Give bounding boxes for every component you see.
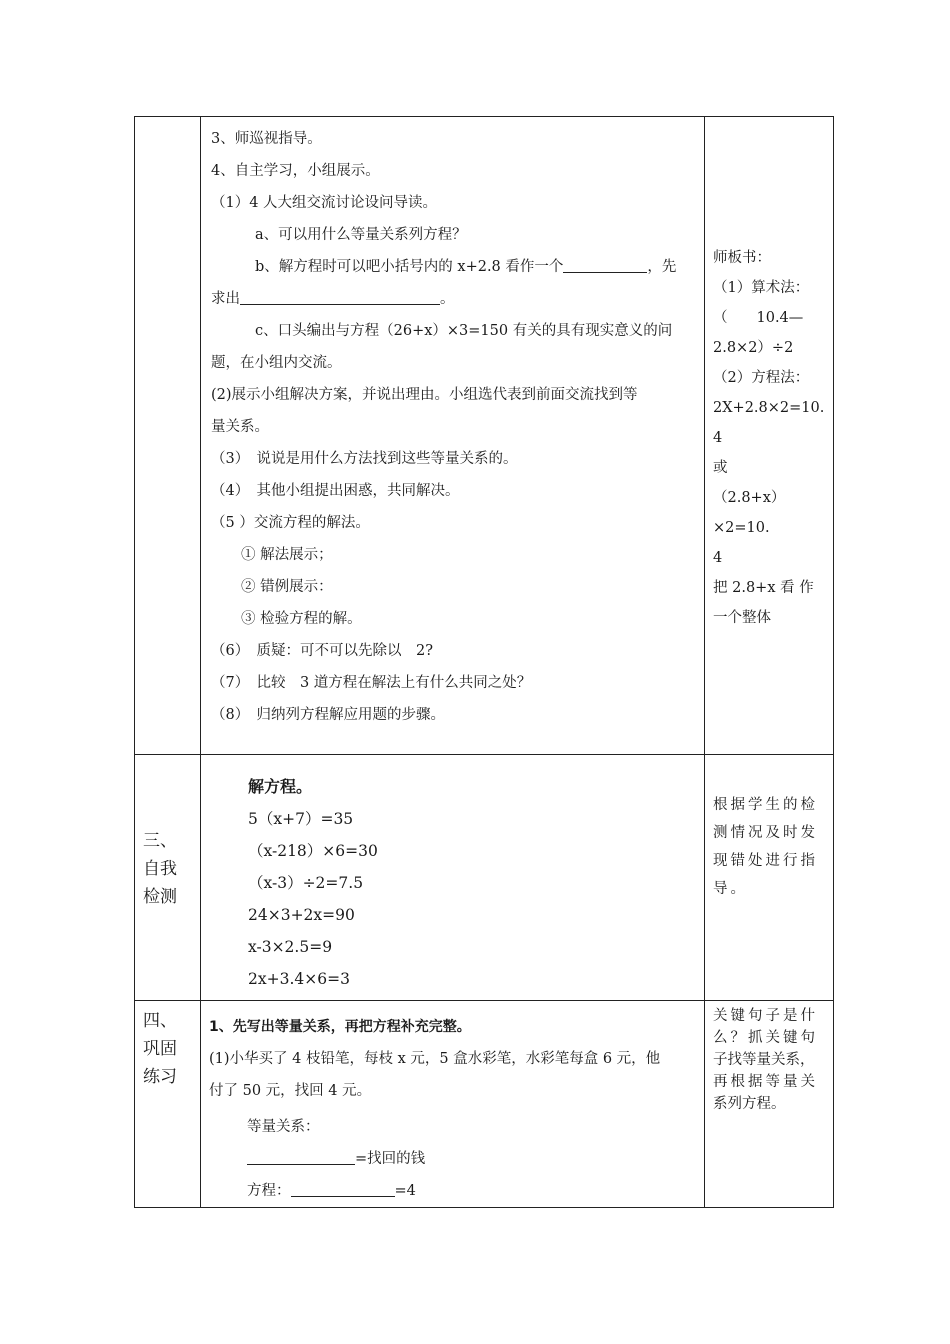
board-title: 师板书：: [713, 250, 771, 266]
row-group-learning: [135, 117, 834, 755]
practice-question-line1: (1)小华买了 4 枝铅笔，每枝 x 元，5 盒水彩笔，水彩笔每盒 6 元，他: [209, 1051, 661, 1067]
row3-content-cell: [201, 1001, 705, 1208]
step-4-7: （7） 比较 3 道方程在解法上有什么共同之处？: [211, 675, 532, 691]
row3-note-2: 么？抓关键句: [713, 1030, 818, 1046]
row3-note-5: 系列方程。: [713, 1096, 786, 1112]
question-c-line1: c、口头编出与方程（26+x）×3=150 有关的具有现实意义的问: [255, 323, 673, 339]
row3-note-1: 关键句子是什: [713, 1008, 818, 1024]
step-4-4: （4） 其他小组提出困惑，共同解决。: [211, 483, 460, 499]
question-b-text2: 求出: [211, 291, 240, 307]
equation-3: （x-3）÷2=7.5: [248, 874, 364, 892]
board-method2-a: 2X+2.8×2=10.: [713, 400, 825, 416]
question-c-line2: 题，在小组内交流。: [211, 355, 342, 371]
row2-note-1: 根据学生的检: [713, 797, 818, 813]
step-4-5: （5 ）交流方程的解法。: [211, 515, 370, 531]
board-method3-a: 把 2.8+x 看 作: [713, 580, 814, 596]
board-method2: （2）方程法：: [713, 370, 810, 386]
question-b-line2: [211, 283, 704, 315]
equation-answer-label: 方程：: [247, 1183, 291, 1199]
step-4-2-line2: 量关系。: [211, 419, 269, 435]
step-4-8: （8） 归纳列方程解应用题的步骤。: [211, 707, 445, 723]
board-method2-c: （2.8+x）×2=10.: [713, 490, 786, 536]
equality-relation-line: [209, 1143, 704, 1175]
answer-blank-b2: [240, 286, 440, 305]
equality-relation-tail: =找回的钱: [355, 1151, 426, 1167]
row-self-check: [135, 755, 834, 1001]
board-method1-a: （ 10.4—: [713, 310, 804, 326]
question-b-tail: ，先: [647, 259, 677, 275]
row2-label-cell: [135, 755, 201, 1001]
row3-note-3: 子找等量关系，: [713, 1052, 815, 1068]
row3-note-4: 再根据等量关: [713, 1074, 818, 1090]
equation-6: 2x+3.4×6=3: [248, 970, 350, 988]
row2-note-4: 导。: [713, 881, 748, 897]
row2-content-cell: [201, 755, 705, 1001]
row1-label-cell: [135, 117, 201, 755]
practice-title: 1、先写出等量关系，再把方程补充完整。: [209, 1019, 471, 1035]
answer-blank-b1: [563, 254, 647, 273]
row1-content-cell: [201, 117, 705, 755]
row3-label-1: 四、: [143, 1011, 177, 1031]
row-consolidation: [135, 1001, 834, 1208]
sub-step-2: ② 错例展示：: [241, 579, 333, 595]
board-method2-b: 4: [713, 430, 723, 446]
step-4-2-line1: (2)展示小组解决方案，并说出理由。小组选代表到前面交流找到等: [211, 387, 638, 403]
board-method1-b: 2.8×2）÷2: [713, 340, 794, 356]
sub-step-1: ① 解法展示；: [241, 547, 333, 563]
row2-note-3: 现错处进行指: [713, 853, 818, 869]
equation-answer-blank: [291, 1178, 395, 1197]
equality-label: 等量关系：: [247, 1119, 320, 1135]
row2-note-2: 测情况及时发: [713, 825, 818, 841]
question-b-end: 。: [440, 291, 455, 307]
sub-step-3: ③ 检验方程的解。: [241, 611, 362, 627]
row3-label-2: 巩固: [143, 1039, 177, 1059]
row1-note-cell: [705, 117, 834, 755]
equation-1: 5（x+7）=35: [248, 810, 354, 828]
question-a: a、可以用什么等量关系列方程？: [255, 227, 467, 243]
step-3: 3、师巡视指导。: [211, 131, 322, 147]
equation-answer-line: [209, 1175, 704, 1207]
row2-label-1: 三、: [143, 831, 177, 851]
exercise-title: 解方程。: [248, 777, 313, 796]
step-4-6: （6） 质疑：可不可以先除以 2?: [211, 643, 433, 659]
board-method1: （1）算术法：: [713, 280, 810, 296]
row2-note-cell: [705, 755, 834, 1001]
step-4-3: （3） 说说是用什么方法找到这些等量关系的。: [211, 451, 518, 467]
row2-label-2: 自我: [143, 859, 177, 879]
lesson-plan-table: [134, 116, 834, 1208]
equation-4: 24×3+2x=90: [248, 906, 355, 924]
equation-answer-tail: =4: [394, 1183, 416, 1199]
practice-question-line2: 付了 50 元，找回 4 元。: [209, 1083, 372, 1099]
row3-label-3: 练习: [143, 1067, 177, 1087]
board-or: 或: [713, 460, 728, 476]
board-method3-b: 一个整体: [713, 610, 771, 626]
row3-note-cell: [705, 1001, 834, 1208]
step-4: 4、自主学习，小组展示。: [211, 163, 380, 179]
step-4-1: （1）4 人大组交流讨论设问导读。: [211, 195, 438, 211]
equation-2: （x-218）×6=30: [248, 842, 378, 860]
equation-5: x-3×2.5=9: [248, 938, 333, 956]
question-b-text: b、解方程时可以吧小括号内的 x+2.8 看作一个: [255, 259, 564, 275]
equality-relation-blank: [247, 1146, 355, 1165]
row2-label-3: 检测: [143, 887, 177, 907]
question-b-line1: [211, 251, 704, 283]
row3-label-cell: [135, 1001, 201, 1208]
board-method2-d: 4: [713, 550, 723, 566]
